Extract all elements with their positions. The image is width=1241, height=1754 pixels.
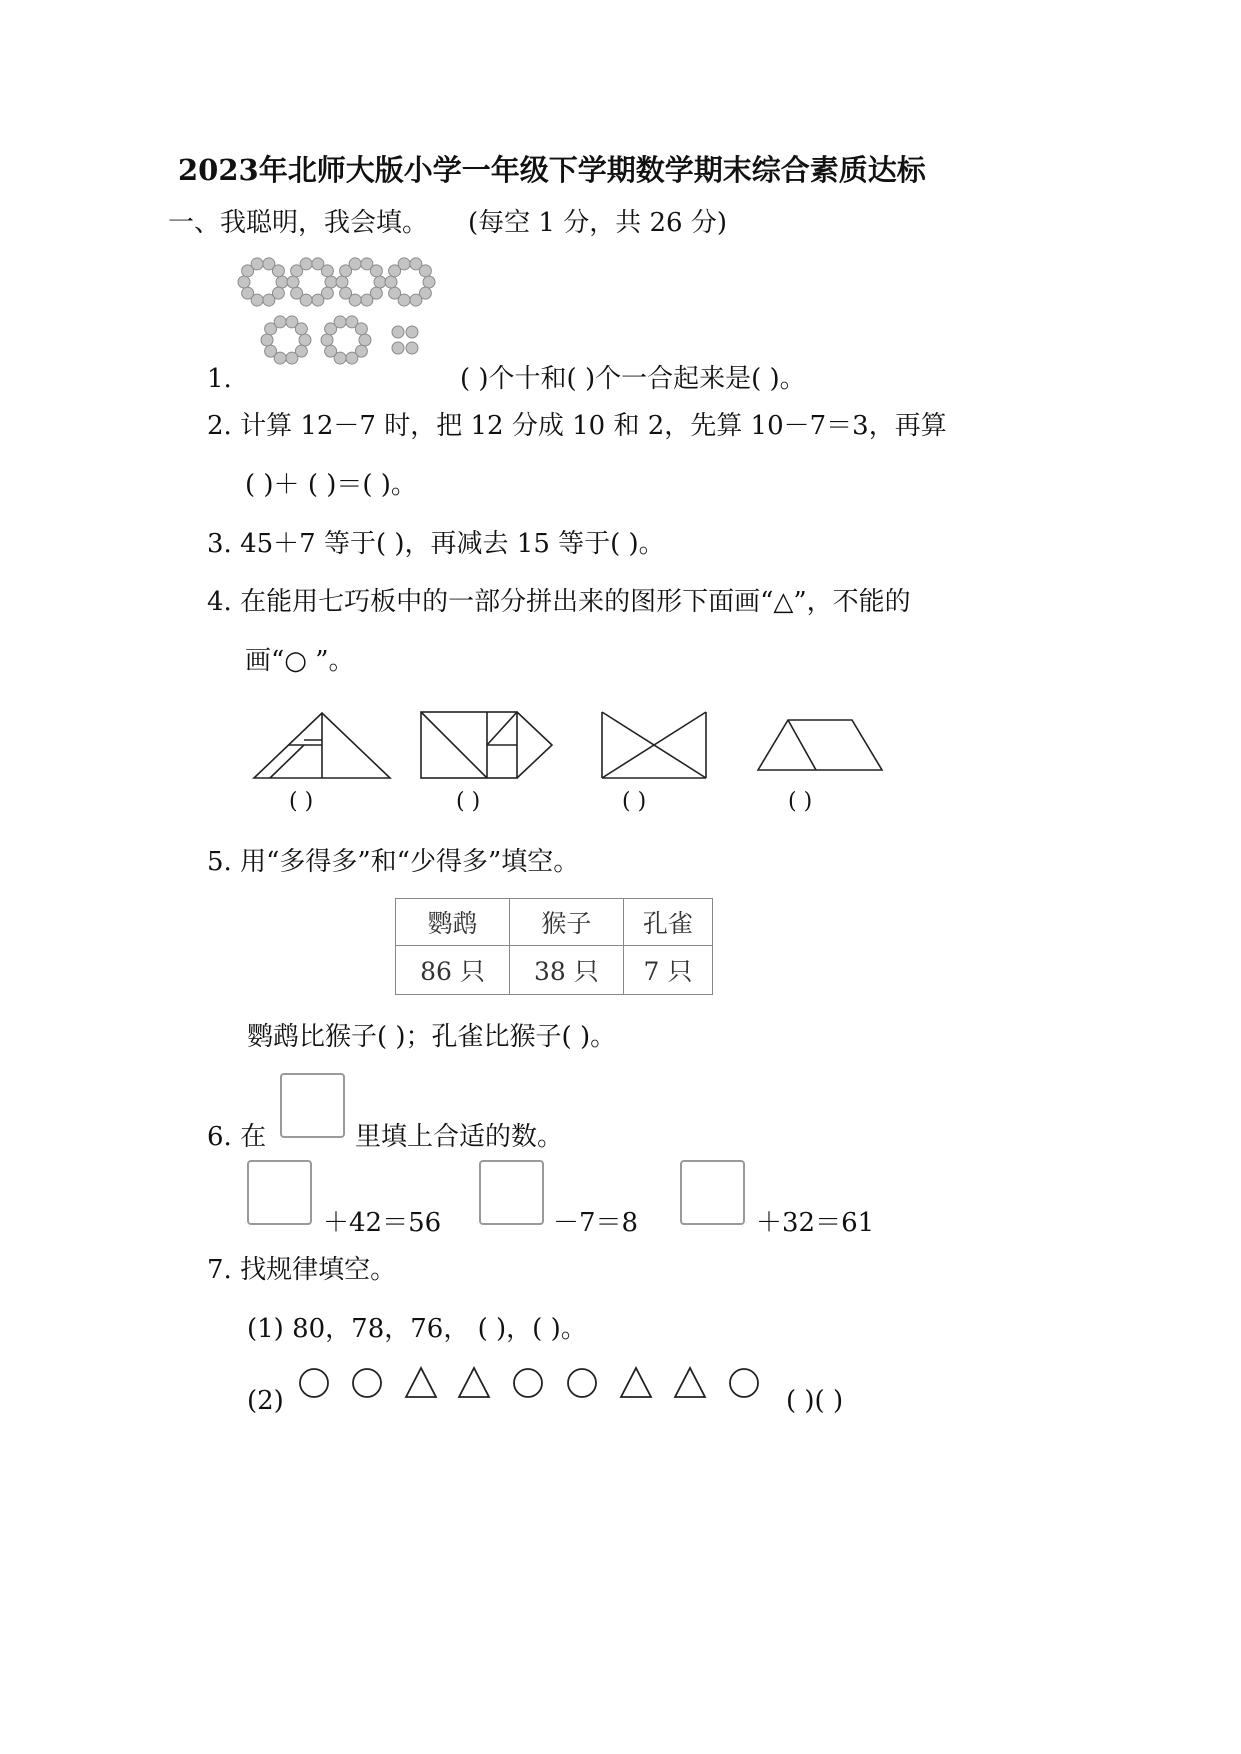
circle-icon: [300, 1369, 328, 1397]
q4-blank-4[interactable]: ( ): [788, 789, 813, 814]
answer-box-2[interactable]: [479, 1160, 544, 1225]
q7-text: 7. 找规律填空。: [207, 1255, 397, 1285]
q1-number: 1.: [207, 364, 232, 394]
q4-blank-1[interactable]: ( ): [289, 789, 314, 814]
q1-text: ( )个十和( )个一合起来是( )。: [460, 364, 806, 394]
circle-icon: [353, 1369, 381, 1397]
q2-line2: ( )＋ ( )＝( )。: [245, 470, 417, 500]
q6-suffix: 里填上合适的数。: [355, 1122, 564, 1152]
table-cell: 38 只: [509, 946, 623, 995]
triangle-icon: [621, 1368, 651, 1397]
q6-equation-3: ＋32＝61: [756, 1208, 875, 1238]
answer-box-3[interactable]: [680, 1160, 745, 1225]
q7-sub2-blanks: ( )( ): [786, 1386, 844, 1416]
triangle-icon: [406, 1368, 436, 1397]
q6-equation-1: ＋42＝56: [323, 1208, 442, 1238]
page-title: 2023年北师大版小学一年级下学期数学期末综合素质达标: [178, 153, 926, 187]
table-header: 猴子: [509, 899, 623, 946]
triangle-icon: [675, 1368, 705, 1397]
q6-prefix: 6. 在: [207, 1122, 267, 1152]
tangram-figure-triangle: [248, 705, 398, 785]
q7-sub2-label: (2): [247, 1386, 284, 1416]
tangram-figure-square-arrow: [415, 705, 565, 785]
circle-icon: [568, 1369, 596, 1397]
shape-pattern-sequence: [292, 1364, 772, 1404]
circle-icon: [514, 1369, 542, 1397]
table-cell: 86 只: [396, 946, 510, 995]
table-header: 孔雀: [623, 899, 712, 946]
bowtie-figure: [595, 705, 725, 785]
section-heading: 一、我聪明，我会填。: [168, 208, 429, 238]
animal-count-table: [395, 898, 713, 995]
q4-line2: 画“○ ”。: [245, 646, 355, 676]
bead-rings-illustration: [240, 258, 440, 368]
q3-text: 3. 45＋7 等于( )，再减去 15 等于( )。: [207, 529, 665, 559]
circle-icon: [730, 1369, 758, 1397]
q4-line1: 4. 在能用七巧板中的一部分拼出来的图形下面画“△”，不能的: [207, 587, 911, 617]
trapezoid-figure: [752, 705, 892, 785]
q4-blank-3[interactable]: ( ): [622, 789, 647, 814]
q2-line1: 2. 计算 12－7 时，把 12 分成 10 和 2，先算 10－7＝3，再算: [207, 411, 947, 441]
table-cell: 7 只: [623, 946, 712, 995]
q5-answer-line: 鹦鹉比猴子( )；孔雀比猴子( )。: [247, 1022, 617, 1052]
table-header: 鹦鹉: [396, 899, 510, 946]
answer-box-1[interactable]: [247, 1160, 312, 1225]
sample-answer-box: [280, 1073, 345, 1138]
q7-sub1: (1) 80，78，76， ( )，( )。: [247, 1314, 587, 1344]
section-points: (每空 1 分，共 26 分): [468, 208, 727, 238]
q6-equation-2: －7＝8: [553, 1208, 639, 1238]
triangle-icon: [459, 1368, 489, 1397]
q5-text: 5. 用“多得多”和“少得多”填空。: [207, 847, 580, 877]
q4-blank-2[interactable]: ( ): [456, 789, 481, 814]
